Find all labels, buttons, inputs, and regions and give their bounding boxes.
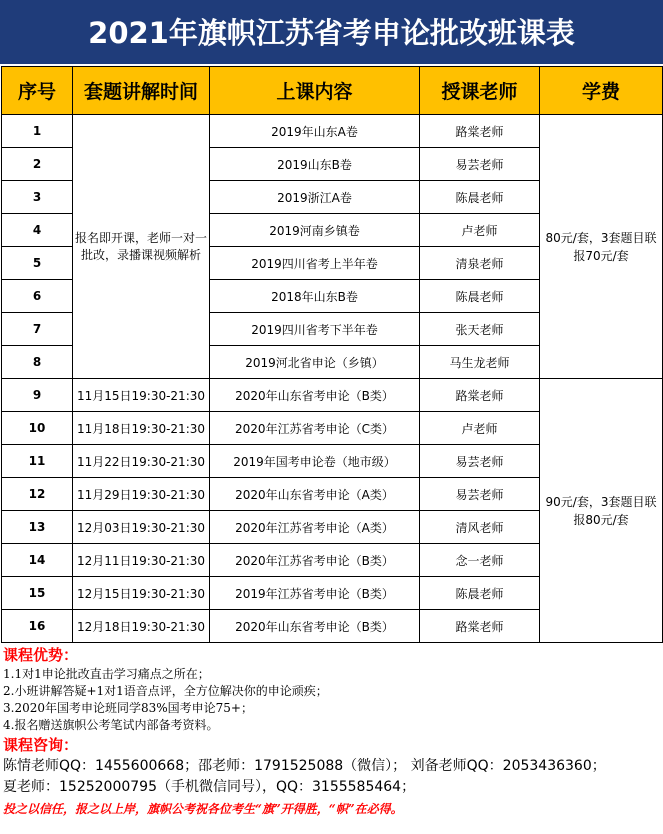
fee-note-group1: 80元/套，3套题目联报70元/套 <box>540 115 663 379</box>
row-teacher: 清风老师 <box>420 511 540 544</box>
title-bar <box>0 0 663 66</box>
fee-note-group2: 90元/套，3套题目联报80元/套 <box>540 379 663 643</box>
row-time: 11月15日19:30-21:30 <box>73 379 210 412</box>
row-content: 2018年山东B卷 <box>210 280 420 313</box>
time-note: 报名即开课，老师一对一批改，录播课视频解析 <box>73 115 210 379</box>
row-content: 2019浙江A卷 <box>210 181 420 214</box>
row-teacher: 易芸老师 <box>420 478 540 511</box>
header-row <box>2 67 663 115</box>
row-teacher: 易芸老师 <box>420 148 540 181</box>
advantages-heading: 课程优势： <box>3 646 79 664</box>
row-content: 2020年山东省考申论（B类） <box>210 379 420 412</box>
row-time: 11月22日19:30-21:30 <box>73 445 210 478</box>
row-number: 4 <box>2 214 73 247</box>
row-number: 9 <box>2 379 73 412</box>
row-time: 12月15日19:30-21:30 <box>73 577 210 610</box>
row-teacher: 陈晨老师 <box>420 577 540 610</box>
row-number: 13 <box>2 511 73 544</box>
contact-line: 夏老师：15252000795（手机微信同号），QQ：3155585464； <box>3 779 416 795</box>
contact-line: 陈情老师QQ：1455600668；邵老师：1791525088（微信）； 刘备老师QQ：2053436360； <box>3 758 606 774</box>
row-content: 2019年国考申论卷（地市级） <box>210 445 420 478</box>
row-number: 2 <box>2 148 73 181</box>
row-content: 2019年江苏省考申论（B类） <box>210 577 420 610</box>
row-content: 2020年山东省考申论（B类） <box>210 610 420 643</box>
row-teacher: 卢老师 <box>420 412 540 445</box>
header-index: 序号 <box>2 67 73 115</box>
advantage-item: 2.小班讲解答疑+1对1语音点评，全方位解决你的申论顽疾； <box>3 684 328 698</box>
row-number: 12 <box>2 478 73 511</box>
slogan: 投之以信任，报之以上岸，旗帜公考祝各位考生“旗”开得胜，“帜”在必得。 <box>3 802 403 816</box>
row-content: 2020年山东省考申论（A类） <box>210 478 420 511</box>
header-teacher: 授课老师 <box>420 67 540 115</box>
notes-section <box>3 644 661 820</box>
row-content: 2019四川省考下半年卷 <box>210 313 420 346</box>
row-teacher: 张天老师 <box>420 313 540 346</box>
row-content: 2019河南乡镇卷 <box>210 214 420 247</box>
row-teacher: 卢老师 <box>420 214 540 247</box>
table-row <box>2 115 663 148</box>
row-teacher: 念一老师 <box>420 544 540 577</box>
row-teacher: 清泉老师 <box>420 247 540 280</box>
row-teacher: 易芸老师 <box>420 445 540 478</box>
row-number: 11 <box>2 445 73 478</box>
header-fee: 学费 <box>540 67 663 115</box>
row-content: 2019山东B卷 <box>210 148 420 181</box>
advantage-item: 4.报名赠送旗帜公考笔试内部备考资料。 <box>3 718 219 732</box>
table-row <box>2 379 663 412</box>
row-teacher: 陈晨老师 <box>420 280 540 313</box>
row-teacher: 路棠老师 <box>420 115 540 148</box>
page-title: 2021年旗帜江苏省考申论批改班课表 <box>88 16 575 50</box>
row-number: 8 <box>2 346 73 379</box>
row-number: 5 <box>2 247 73 280</box>
row-number: 16 <box>2 610 73 643</box>
row-teacher: 陈晨老师 <box>420 181 540 214</box>
row-content: 2019年山东A卷 <box>210 115 420 148</box>
row-content: 2020年江苏省考申论（A类） <box>210 511 420 544</box>
row-teacher: 路棠老师 <box>420 610 540 643</box>
row-time: 12月11日19:30-21:30 <box>73 544 210 577</box>
row-content: 2019四川省考上半年卷 <box>210 247 420 280</box>
row-teacher: 马生龙老师 <box>420 346 540 379</box>
row-content: 2020年江苏省考申论（C类） <box>210 412 420 445</box>
row-time: 12月18日19:30-21:30 <box>73 610 210 643</box>
row-number: 1 <box>2 115 73 148</box>
schedule-table <box>1 66 663 643</box>
row-number: 14 <box>2 544 73 577</box>
row-teacher: 路棠老师 <box>420 379 540 412</box>
row-content: 2020年江苏省考申论（B类） <box>210 544 420 577</box>
row-time: 11月18日19:30-21:30 <box>73 412 210 445</box>
row-content: 2019河北省申论（乡镇） <box>210 346 420 379</box>
row-number: 10 <box>2 412 73 445</box>
header-content: 上课内容 <box>210 67 420 115</box>
header-time: 套题讲解时间 <box>73 67 210 115</box>
consult-heading: 课程咨询： <box>3 736 79 754</box>
row-number: 3 <box>2 181 73 214</box>
advantage-item: 1.1对1申论批改直击学习痛点之所在； <box>3 667 210 681</box>
row-number: 15 <box>2 577 73 610</box>
row-time: 12月03日19:30-21:30 <box>73 511 210 544</box>
advantage-item: 3.2020年国考申论班同学83%国考申论75+； <box>3 701 253 715</box>
row-number: 7 <box>2 313 73 346</box>
row-number: 6 <box>2 280 73 313</box>
row-time: 11月29日19:30-21:30 <box>73 478 210 511</box>
